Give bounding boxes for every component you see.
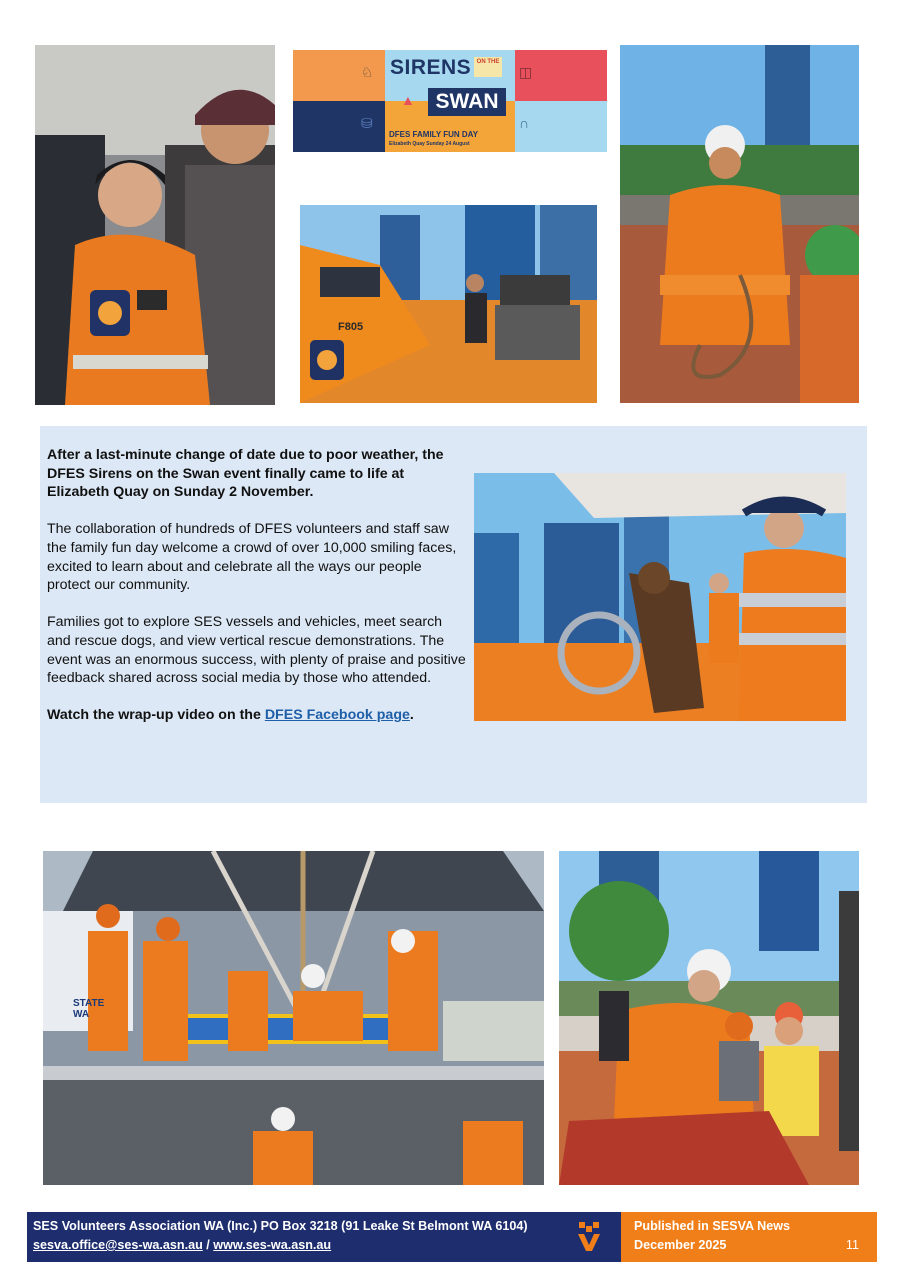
article-watch-line	[47, 706, 467, 725]
footer-separator: /	[202, 1238, 214, 1252]
watch-prefix: Watch the wrap-up video on the	[47, 707, 265, 724]
photo-boy-on-boat	[300, 205, 597, 403]
bus-icon: ◫	[519, 64, 533, 80]
page-number: 11	[845, 1238, 859, 1252]
photo-volunteer-with-children	[559, 851, 859, 1185]
footer-address: SES Volunteers Association WA (Inc.) PO Box 3218 (91 Leake St Belmont WA 6104)	[33, 1219, 528, 1233]
siren-light-icon: ▲	[401, 92, 415, 108]
banner-on-the: ON THE	[474, 57, 502, 77]
footer-links	[33, 1238, 331, 1252]
article-paragraph-3: Families got to explore SES vessels and vehicles, meet search and rescue dogs, and view vertical rescue demonstrations. The event was an enormous success, with plenty of praise and positive feedback shared across social media by those who attended.	[47, 614, 466, 687]
banner-details: Elizabeth Quay Sunday 24 August	[389, 141, 470, 147]
banner-word-sirens: SIRENS	[390, 56, 472, 79]
article-text	[47, 446, 467, 744]
kangaroo-icon: ♘	[361, 64, 374, 80]
sirens-on-the-swan-banner	[293, 50, 607, 152]
footer-publication	[621, 1212, 877, 1262]
dfes-facebook-link[interactable]: DFES Facebook page	[264, 707, 410, 724]
photo-volunteer-with-rope	[620, 45, 859, 403]
wa-sign: WA	[73, 1009, 90, 1020]
sesva-logo-icon	[577, 1220, 601, 1252]
footer-published: Published in SESVA News	[634, 1219, 791, 1233]
footer-email-link[interactable]: sesva.office@ses-wa.asn.au	[33, 1238, 203, 1252]
banner-word-swan: SWAN	[428, 88, 506, 116]
banner-subtitle: DFES FAMILY FUN DAY	[389, 130, 479, 139]
footer-date: December 2025	[634, 1238, 727, 1252]
photo-rescue-dog-on-boat	[474, 473, 846, 721]
photo-boy-in-ses-uniform	[35, 45, 275, 405]
watch-suffix: .	[409, 707, 414, 724]
truck-icon: ⛁	[361, 115, 373, 131]
footer-website-link[interactable]: www.ses-wa.asn.au	[213, 1238, 332, 1252]
footer-contact	[27, 1212, 621, 1262]
article-lead: After a last-minute change of date due to poor weather, the DFES Sirens on the Swan event finally came to life at Elizabeth Quay on Sunday 2 November.	[47, 447, 444, 501]
arch-icon: ∩	[519, 115, 530, 131]
state-sign: STATE	[73, 998, 105, 1009]
photo-vertical-rescue-demo	[43, 851, 544, 1185]
boat-id-label: F805	[338, 321, 364, 333]
article-paragraph-2: The collaboration of hundreds of DFES volunteers and staff saw the family fun day welcome a crowd of over 10,000 smiling faces, excited to learn about and celebrate all the ways our people protect our community.	[47, 521, 457, 594]
